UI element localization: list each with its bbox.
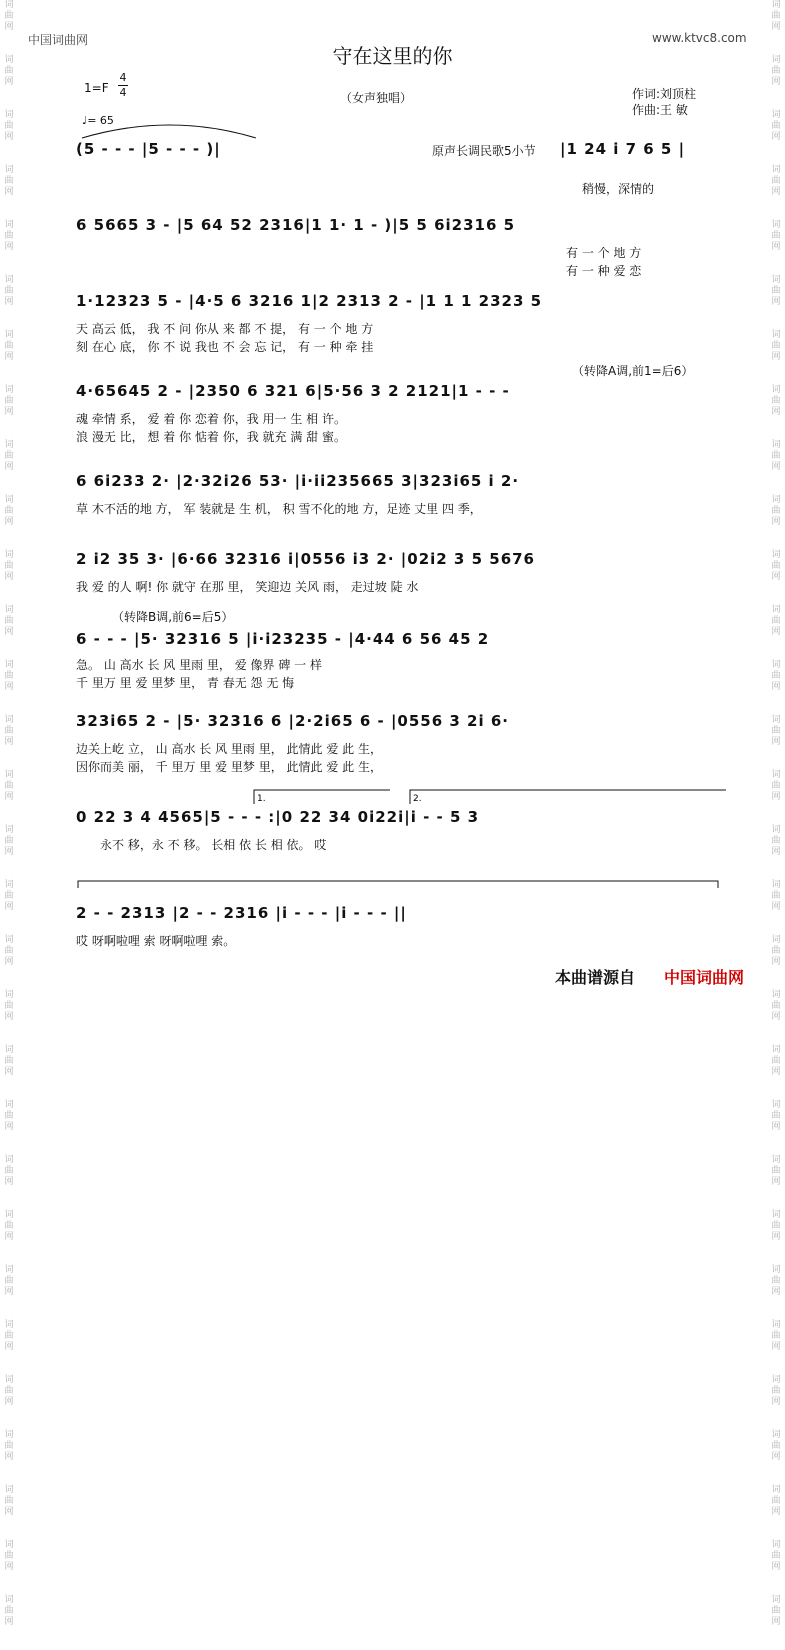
watermark-char: 网 — [771, 682, 781, 692]
watermark-char: 网 — [771, 22, 781, 32]
watermark-char: 曲 — [4, 1001, 14, 1011]
watermark-char: 词 — [4, 0, 14, 10]
phrase-line — [76, 878, 722, 890]
watermark-char: 曲 — [771, 506, 781, 516]
watermark-char: 网 — [4, 1507, 14, 1517]
watermark-char: 词 — [771, 1045, 781, 1055]
watermark-char: 曲 — [4, 1496, 14, 1506]
watermark-char: 网 — [4, 1342, 14, 1352]
watermark-char: 网 — [771, 517, 781, 527]
watermark-char: 曲 — [771, 1166, 781, 1176]
watermark-char: 曲 — [4, 286, 14, 296]
watermark-char: 网 — [771, 407, 781, 417]
watermark-char: 词 — [771, 1265, 781, 1275]
watermark-char: 曲 — [771, 1001, 781, 1011]
watermark-char: 网 — [771, 792, 781, 802]
watermark-char: 网 — [771, 1177, 781, 1187]
watermark-char: 曲 — [771, 121, 781, 131]
watermark-char: 曲 — [771, 66, 781, 76]
watermark-char: 曲 — [771, 1496, 781, 1506]
watermark-char: 词 — [4, 1595, 14, 1605]
watermark-char: 词 — [4, 1485, 14, 1495]
footer-site-link[interactable]: 中国词曲网 — [664, 968, 745, 987]
watermark-char: 词 — [4, 715, 14, 725]
watermark-char: 网 — [4, 77, 14, 87]
watermark-char: 词 — [771, 1540, 781, 1550]
watermark-char: 网 — [771, 572, 781, 582]
watermark-char: 网 — [771, 77, 781, 87]
watermark-char: 网 — [771, 1452, 781, 1462]
watermark-char: 曲 — [4, 11, 14, 21]
composer: 作曲:王 敏 — [632, 103, 688, 117]
watermark-char: 曲 — [771, 451, 781, 461]
watermark-char: 曲 — [4, 1276, 14, 1286]
watermark-char: 网 — [771, 1012, 781, 1022]
lyrics-line-7: 边关上屹 立， 山 高水 长 风 里雨 里， 此情此 爱 此 生， 因你而美 丽， 千 里万 里 爱 里梦 里， 此情此 爱 此 生， — [76, 742, 382, 774]
watermark-char: 词 — [771, 660, 781, 670]
watermark-char: 网 — [771, 1342, 781, 1352]
watermark-char: 词 — [771, 1430, 781, 1440]
watermark-char: 曲 — [4, 176, 14, 186]
watermark-char: 网 — [4, 517, 14, 527]
watermark-char: 网 — [4, 627, 14, 637]
watermark-char: 网 — [4, 407, 14, 417]
watermark-char: 曲 — [771, 341, 781, 351]
watermark-char: 网 — [771, 1397, 781, 1407]
time-signature — [118, 72, 128, 99]
watermark-char: 曲 — [771, 1551, 781, 1561]
music-line-9: 0 22 3 4 4565|5 - - - :|0 22 34 0i22i|i - - 5 3 — [76, 808, 480, 826]
svg-text:2.: 2. — [413, 794, 422, 804]
lyrics-line-6: 急。 山 高水 长 风 里雨 里， 爱 像界 碑 一 样 千 里万 里 爱 里梦 里， 青 春无 怨 无 悔 — [76, 658, 322, 690]
watermark-char: 曲 — [771, 1111, 781, 1121]
watermark-char: 曲 — [771, 1441, 781, 1451]
watermark-char: 网 — [4, 1617, 14, 1627]
lyrics-line-2: 天 高云 低， 我 不 问 你从 来 都 不 提， 有 一 个 地 方 刻 在心 底， 你 不 说 我也 不 会 忘 记， 有 一 种 牵 挂 — [76, 322, 374, 354]
watermark-char: 词 — [4, 825, 14, 835]
watermark-char: 网 — [771, 1287, 781, 1297]
svg-text:1.: 1. — [257, 794, 266, 804]
site-url-right: www.ktvc8.com — [652, 31, 747, 45]
watermark-char: 网 — [4, 902, 14, 912]
watermark-char: 网 — [4, 1562, 14, 1572]
watermark-char: 网 — [4, 352, 14, 362]
watermark-char: 曲 — [4, 231, 14, 241]
watermark-char: 曲 — [771, 1606, 781, 1616]
watermark-char: 网 — [4, 957, 14, 967]
watermark-char: 词 — [4, 385, 14, 395]
watermark-char: 网 — [4, 572, 14, 582]
watermark-char: 词 — [4, 550, 14, 560]
watermark-char: 词 — [771, 1595, 781, 1605]
watermark-char: 网 — [4, 242, 14, 252]
watermark-char: 曲 — [4, 451, 14, 461]
watermark-char: 网 — [771, 352, 781, 362]
watermark-char: 网 — [4, 297, 14, 307]
watermark-char: 曲 — [771, 231, 781, 241]
watermark-char: 词 — [771, 110, 781, 120]
volta-brackets — [250, 786, 730, 806]
watermark-char: 词 — [771, 935, 781, 945]
watermark-char: 词 — [4, 275, 14, 285]
watermark-char: 曲 — [4, 616, 14, 626]
music-line-4: 4·65645 2 - |2350 6 321 6|5·56 3 2 2121|1 - - - — [76, 382, 510, 400]
watermark-char: 曲 — [771, 891, 781, 901]
modulation-a: （转降A调,前1=后6） — [572, 364, 694, 378]
watermark-char: 网 — [4, 847, 14, 857]
watermark-char: 网 — [4, 682, 14, 692]
expression-marking: 稍慢，深情的 — [582, 182, 655, 196]
watermark-char: 曲 — [4, 396, 14, 406]
lyrics-line-1: 有 一 个 地 方 有 一 种 爱 恋 — [566, 246, 642, 278]
watermark-char: 曲 — [4, 1166, 14, 1176]
site-name-left: 中国词曲网 — [28, 33, 89, 47]
music-line-1: (5 - - - |5 - - - )| — [76, 140, 221, 158]
watermark-char: 曲 — [771, 176, 781, 186]
watermark-char: 网 — [4, 1122, 14, 1132]
watermark-char: 网 — [771, 902, 781, 912]
watermark-char: 词 — [4, 660, 14, 670]
watermark-char: 曲 — [4, 781, 14, 791]
watermark-char: 曲 — [4, 891, 14, 901]
watermark-char: 曲 — [4, 561, 14, 571]
watermark-char: 词 — [4, 220, 14, 230]
watermark-char: 词 — [771, 165, 781, 175]
watermark-char: 网 — [4, 132, 14, 142]
watermark-char: 曲 — [771, 561, 781, 571]
watermark-char: 词 — [4, 770, 14, 780]
time-sig-bottom: 4 — [119, 86, 127, 99]
watermark-char: 网 — [4, 1397, 14, 1407]
watermark-char: 曲 — [4, 1221, 14, 1231]
watermark-char: 曲 — [771, 616, 781, 626]
watermark-char: 网 — [4, 1287, 14, 1297]
watermark-char: 词 — [771, 550, 781, 560]
watermark-char: 曲 — [771, 671, 781, 681]
watermark-char: 词 — [771, 1485, 781, 1495]
watermark-char: 网 — [771, 132, 781, 142]
watermark-char: 网 — [771, 242, 781, 252]
watermark-char: 网 — [4, 22, 14, 32]
music-line-8: 323i65 2 - |5· 32316 6 |2·2i65 6 - |0556 3 2i 6· — [76, 712, 509, 730]
watermark-char: 词 — [771, 715, 781, 725]
watermark-char: 词 — [4, 1375, 14, 1385]
watermark-char: 曲 — [4, 946, 14, 956]
watermark-char: 词 — [771, 990, 781, 1000]
watermark-char: 曲 — [4, 1386, 14, 1396]
watermark-char: 网 — [771, 847, 781, 857]
watermark-right — [769, 0, 783, 1650]
watermark-char: 曲 — [4, 1111, 14, 1121]
watermark-char: 网 — [771, 957, 781, 967]
modulation-b: （转降B调,前6=后5） — [112, 610, 234, 624]
watermark-char: 词 — [4, 935, 14, 945]
watermark-char: 词 — [4, 440, 14, 450]
watermark-char: 词 — [771, 1375, 781, 1385]
music-line-3: 1·12323 5 - |4·5 6 3216 1|2 2313 2 - |1 1 1 2323 5 — [76, 292, 543, 310]
watermark-char: 网 — [771, 1562, 781, 1572]
watermark-char: 曲 — [771, 1056, 781, 1066]
music-line-10: 2 - - 2313 |2 - - 2316 |i - - - |i - - - || — [76, 904, 407, 922]
watermark-char: 曲 — [4, 1551, 14, 1561]
watermark-char: 曲 — [771, 396, 781, 406]
watermark-char: 词 — [4, 880, 14, 890]
watermark-char: 词 — [4, 1320, 14, 1330]
watermark-char: 曲 — [4, 1331, 14, 1341]
intro-slur — [80, 118, 260, 140]
watermark-char: 网 — [4, 792, 14, 802]
watermark-char: 词 — [771, 825, 781, 835]
lyrics-line-8: 永不 移，永 不 移。 长相 依 长 相 依。 哎 — [100, 838, 327, 852]
lyrics-line-3: 魂 牵情 系， 爱 着 你 恋着 你，我 用一 生 相 许。 浪 漫无 比， 想 着 你 惦着 你，我 就充 满 甜 蜜。 — [76, 412, 346, 444]
watermark-char: 网 — [771, 737, 781, 747]
watermark-char: 词 — [4, 605, 14, 615]
watermark-char: 网 — [771, 627, 781, 637]
watermark-char: 曲 — [771, 1221, 781, 1231]
performance-note: （女声独唱） — [340, 91, 413, 105]
watermark-char: 词 — [771, 330, 781, 340]
watermark-char: 曲 — [4, 1606, 14, 1616]
watermark-char: 词 — [4, 1100, 14, 1110]
watermark-char: 网 — [771, 1507, 781, 1517]
watermark-char: 网 — [771, 1122, 781, 1132]
watermark-char: 网 — [771, 462, 781, 472]
watermark-char: 词 — [771, 770, 781, 780]
watermark-char: 网 — [771, 1617, 781, 1627]
watermark-char: 曲 — [771, 1386, 781, 1396]
watermark-char: 曲 — [4, 66, 14, 76]
watermark-char: 词 — [4, 1155, 14, 1165]
watermark-char: 词 — [771, 1210, 781, 1220]
watermark-char: 词 — [4, 110, 14, 120]
watermark-char: 曲 — [771, 726, 781, 736]
watermark-char: 词 — [771, 605, 781, 615]
watermark-char: 词 — [771, 1100, 781, 1110]
watermark-char: 词 — [771, 1155, 781, 1165]
watermark-char: 词 — [4, 1265, 14, 1275]
watermark-char: 词 — [4, 1430, 14, 1440]
watermark-char: 词 — [4, 330, 14, 340]
watermark-char: 词 — [771, 55, 781, 65]
music-line-1-tail: |1 24 i 7 6 5 | — [560, 140, 686, 158]
watermark-char: 曲 — [4, 671, 14, 681]
watermark-char: 曲 — [771, 781, 781, 791]
watermark-char: 曲 — [4, 1441, 14, 1451]
watermark-char: 网 — [4, 1232, 14, 1242]
watermark-char: 词 — [4, 1210, 14, 1220]
watermark-char: 词 — [4, 165, 14, 175]
watermark-char: 曲 — [4, 836, 14, 846]
key-signature: 1=F — [84, 81, 109, 95]
watermark-char: 曲 — [771, 286, 781, 296]
watermark-char: 网 — [4, 187, 14, 197]
watermark-char: 网 — [4, 737, 14, 747]
watermark-char: 曲 — [4, 506, 14, 516]
music-line-5: 6 6i233 2· |2·32i26 53· |i·ii235665 3|323i65 i 2· — [76, 472, 520, 490]
watermark-char: 网 — [771, 1067, 781, 1077]
watermark-char: 网 — [4, 1452, 14, 1462]
watermark-char: 网 — [771, 297, 781, 307]
watermark-char: 词 — [771, 275, 781, 285]
watermark-char: 曲 — [4, 341, 14, 351]
lyricist: 作词:刘顶柱 — [632, 87, 697, 101]
time-sig-top: 4 — [119, 71, 127, 84]
watermark-char: 曲 — [771, 836, 781, 846]
watermark-char: 词 — [771, 0, 781, 10]
watermark-char: 词 — [771, 495, 781, 505]
watermark-char: 词 — [771, 880, 781, 890]
watermark-char: 词 — [4, 495, 14, 505]
watermark-char: 曲 — [771, 946, 781, 956]
watermark-char: 曲 — [771, 1276, 781, 1286]
watermark-char: 曲 — [771, 1331, 781, 1341]
watermark-char: 词 — [4, 1045, 14, 1055]
song-title: 守在这里的你 — [332, 44, 453, 68]
music-line-7: 6 - - - |5· 32316 5 |i·i23235 - |4·44 6 56 45 2 — [76, 630, 490, 648]
watermark-char: 词 — [771, 385, 781, 395]
watermark-char: 网 — [4, 1067, 14, 1077]
music-line-2: 6 5665 3 - |5 64 52 2316|1 1· 1 - )|5 5 6i2316 5 — [76, 216, 516, 234]
watermark-char: 曲 — [771, 11, 781, 21]
watermark-char: 网 — [4, 462, 14, 472]
watermark-left — [2, 0, 16, 1650]
watermark-char: 词 — [771, 220, 781, 230]
watermark-char: 曲 — [4, 121, 14, 131]
intro-note: 原声长调民歌5小节 — [432, 144, 536, 158]
watermark-char: 曲 — [4, 726, 14, 736]
lyrics-line-4: 草 木不活的地 方， 军 装就是 生 机， 积 雪不化的地 方，足迹 丈里 四 季， — [76, 502, 482, 516]
watermark-char: 词 — [4, 55, 14, 65]
watermark-char: 词 — [771, 440, 781, 450]
lyrics-line-9: 哎 呀啊啦哩 索 呀啊啦哩 索。 — [76, 934, 236, 948]
watermark-char: 词 — [4, 990, 14, 1000]
watermark-char: 曲 — [4, 1056, 14, 1066]
watermark-char: 网 — [771, 187, 781, 197]
watermark-char: 网 — [4, 1177, 14, 1187]
music-line-6: 2 i2 35 3· |6·66 32316 i|0556 i3 2· |02i2 3 5 5676 — [76, 550, 535, 568]
lyrics-line-5: 我 爱 的人 啊! 你 就守 在那 里， 笑迎边 关风 雨， 走过坡 陡 水 — [76, 580, 419, 594]
credits — [632, 86, 696, 118]
footer-source: 本曲谱源自 — [555, 968, 636, 987]
watermark-char: 词 — [4, 1540, 14, 1550]
tempo-marking: ♩= 65 — [82, 114, 114, 127]
watermark-char: 词 — [771, 1320, 781, 1330]
watermark-char: 网 — [771, 1232, 781, 1242]
watermark-char: 网 — [4, 1012, 14, 1022]
